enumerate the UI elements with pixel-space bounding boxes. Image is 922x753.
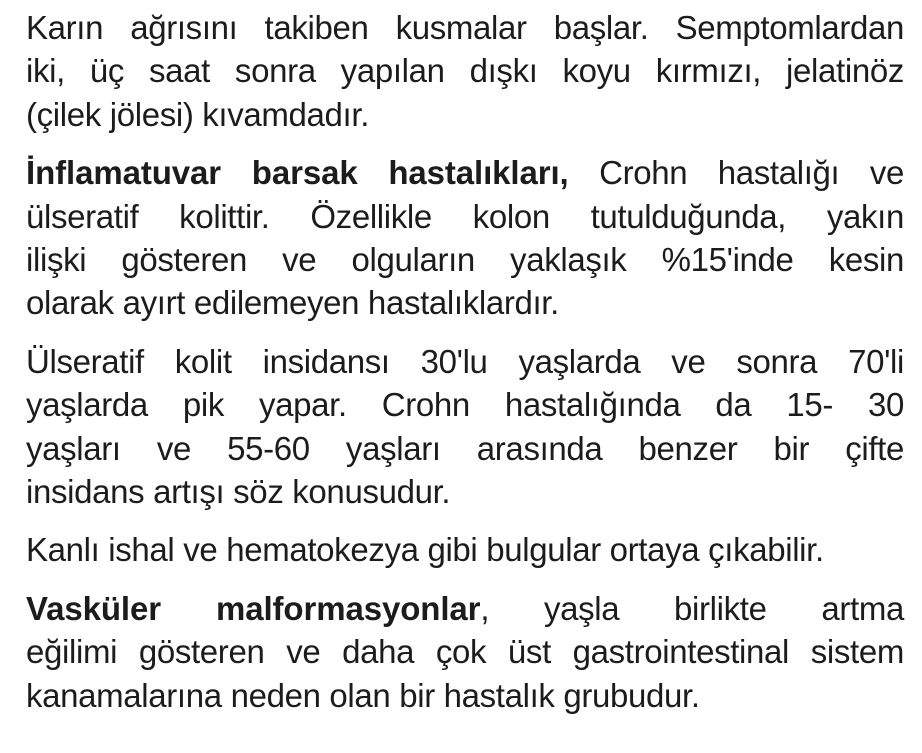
text-line: ilişki gösteren ve olguların yaklaşık %15'inde kesin bbox=[26, 241, 904, 279]
text-line: insidans artışı söz konusudur. bbox=[26, 473, 451, 511]
paragraph-vascular-malformations bbox=[26, 587, 904, 717]
paragraph-bloody-diarrhea bbox=[26, 528, 904, 571]
text-line bbox=[26, 587, 904, 630]
text-line: Kanlı ishal ve hematokezya gibi bulgular ortaya çıkabilir. bbox=[26, 531, 824, 569]
bold-term: İnflamatuvar barsak hastalıkları, bbox=[26, 154, 569, 192]
text-line: yaşlarda pik yapar. Crohn hastalığında da 15- 30 bbox=[26, 386, 904, 424]
text-line: olarak ayırt edilemeyen hastalıklardır. bbox=[26, 284, 559, 322]
paragraph-inflammatory-bowel-disease bbox=[26, 151, 904, 325]
bold-term: Vasküler malformasyonlar bbox=[26, 589, 481, 627]
paragraph-incidence bbox=[26, 340, 904, 514]
text-line: kanamalarına neden olan bir hastalık grubudur. bbox=[26, 676, 700, 714]
paragraph-intussusception bbox=[26, 6, 904, 136]
text-line: eğilimi gösteren ve daha çok üst gastrointestinal sistem bbox=[26, 633, 904, 671]
text-fragment: Crohn hastalığı ve bbox=[568, 154, 904, 192]
text-line: (çilek jölesi) kıvamdadır. bbox=[26, 95, 370, 133]
text-line: yaşları ve 55-60 yaşları arasında benzer bir çifte bbox=[26, 429, 904, 467]
document-page bbox=[26, 6, 904, 746]
text-line: iki, üç saat sonra yapılan dışkı koyu kırmızı, jelatinöz bbox=[26, 52, 904, 90]
text-fragment: , yaşla birlikte artma bbox=[480, 589, 904, 627]
text-line bbox=[26, 151, 904, 194]
text-line: ülseratif kolittir. Özellikle kolon tutulduğunda, yakın bbox=[26, 197, 904, 235]
text-line: Ülseratif kolit insidansı 30'lu yaşlarda ve sonra 70'li bbox=[26, 342, 904, 380]
text-line: Karın ağrısını takiben kusmalar başlar. Semptomlardan bbox=[26, 9, 904, 46]
